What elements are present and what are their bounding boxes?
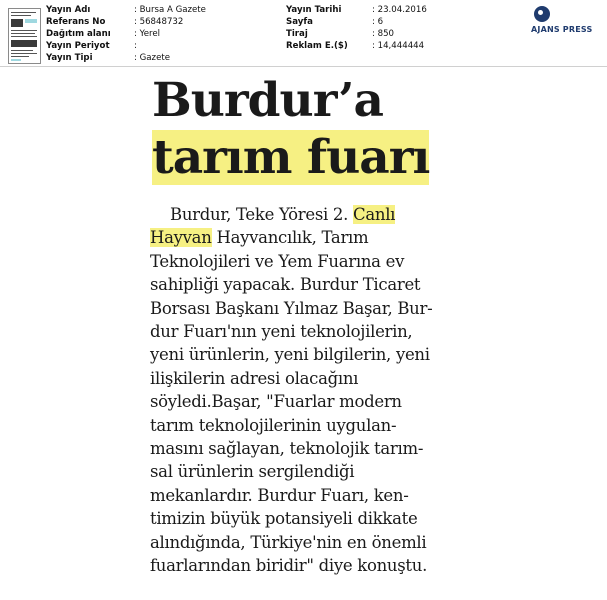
article-text: sahipliği yapacak. Burdur Ticaret <box>150 275 421 295</box>
article-text: Burdur, Teke Yöresi 2. <box>170 205 354 224</box>
field-label: Sayfa <box>286 17 313 27</box>
ajans-press-logo <box>531 6 601 36</box>
field-label: Yayın Tipi <box>46 53 93 63</box>
field-reklam <box>286 40 427 52</box>
publication-info-left <box>46 4 206 64</box>
keyword-highlight: Hayvan <box>150 228 212 248</box>
field-value: : 6 <box>372 17 384 27</box>
field-yayin-tarihi <box>286 4 427 16</box>
article-text: fuarlarından biridir" diye konuştu. <box>150 556 428 576</box>
article-line <box>150 226 470 249</box>
article-line <box>150 507 470 530</box>
field-label: Referans No <box>46 17 106 27</box>
article-text: Teknolojileri ve Yem Fuarına ev <box>150 251 405 271</box>
article-line <box>150 320 470 343</box>
article-text: Hayvancılık, Tarım <box>211 228 369 248</box>
headline-line-1: Burdur’a <box>152 73 383 128</box>
ajans-press-logo-icon <box>534 6 550 22</box>
field-label: Tiraj <box>286 29 308 39</box>
headline-highlight: tarım fuarı <box>152 130 430 185</box>
field-value: : 850 <box>372 29 395 39</box>
article-line <box>150 297 470 320</box>
article-line <box>150 554 470 577</box>
field-label: Dağıtım alanı <box>46 29 111 39</box>
field-value: : <box>134 41 137 51</box>
article-text: Borsası Başkanı Yılmaz Başar, Bur- <box>150 298 433 318</box>
logo-text: AJANS PRESS <box>531 25 593 34</box>
field-yayin-tipi <box>46 52 206 64</box>
field-value: : 23.04.2016 <box>372 5 427 15</box>
field-value: : Bursa A Gazete <box>134 5 206 15</box>
article-text: dur Fuarı'nın yeni teknolojilerin, <box>150 322 413 342</box>
article-line <box>150 367 470 390</box>
article-line <box>150 250 470 273</box>
field-label: Yayın Tarihi <box>286 5 342 15</box>
article-text: söyledi.Başar, "Fuarlar modern <box>150 392 402 412</box>
field-value: : Yerel <box>134 29 161 39</box>
headline-line-2 <box>152 129 429 187</box>
field-sayfa <box>286 16 427 28</box>
field-label: Yayın Adı <box>46 5 91 15</box>
field-value: : 56848732 <box>134 17 184 27</box>
article-line <box>150 273 470 296</box>
article-text: sal ürünlerin sergilendiği <box>150 462 355 482</box>
field-value: : Gazete <box>134 53 171 63</box>
field-value: : 14,444444 <box>372 41 425 51</box>
field-label: Yayın Periyot <box>46 41 110 51</box>
field-yayin-periyot <box>46 40 206 52</box>
article-line <box>150 343 470 366</box>
article-line <box>150 437 470 460</box>
page-thumbnail[interactable] <box>8 8 41 64</box>
field-dagitim-alani <box>46 28 206 40</box>
article-text: ilişkilerin adresi olacağını <box>150 368 359 388</box>
article-text: timizin büyük potansiyeli dikkate <box>150 509 418 529</box>
article-line <box>150 390 470 413</box>
field-yayin-adi <box>46 4 206 16</box>
article-text: yeni ürünlerin, yeni bilgilerin, yeni <box>150 345 430 365</box>
article-line <box>150 203 470 226</box>
field-referans-no <box>46 16 206 28</box>
article-text: tarım teknolojilerinin uygulan- <box>150 415 397 435</box>
article-text: masını sağlayan, teknolojik tarım- <box>150 439 424 459</box>
clipping-header <box>0 0 607 70</box>
keyword-highlight: Canlı <box>353 205 396 224</box>
publication-info-right <box>286 4 427 52</box>
article-text: alındığında, Türkiye'nin en önemli <box>150 532 427 552</box>
article-line <box>150 414 470 437</box>
header-divider <box>0 66 607 67</box>
article-body <box>150 203 470 578</box>
field-label: Reklam E.($) <box>286 41 348 51</box>
article-text: mekanlardır. Burdur Fuarı, ken- <box>150 485 409 505</box>
article-line <box>150 484 470 507</box>
article-line <box>150 460 470 483</box>
article-line <box>150 531 470 554</box>
field-tiraj <box>286 28 427 40</box>
